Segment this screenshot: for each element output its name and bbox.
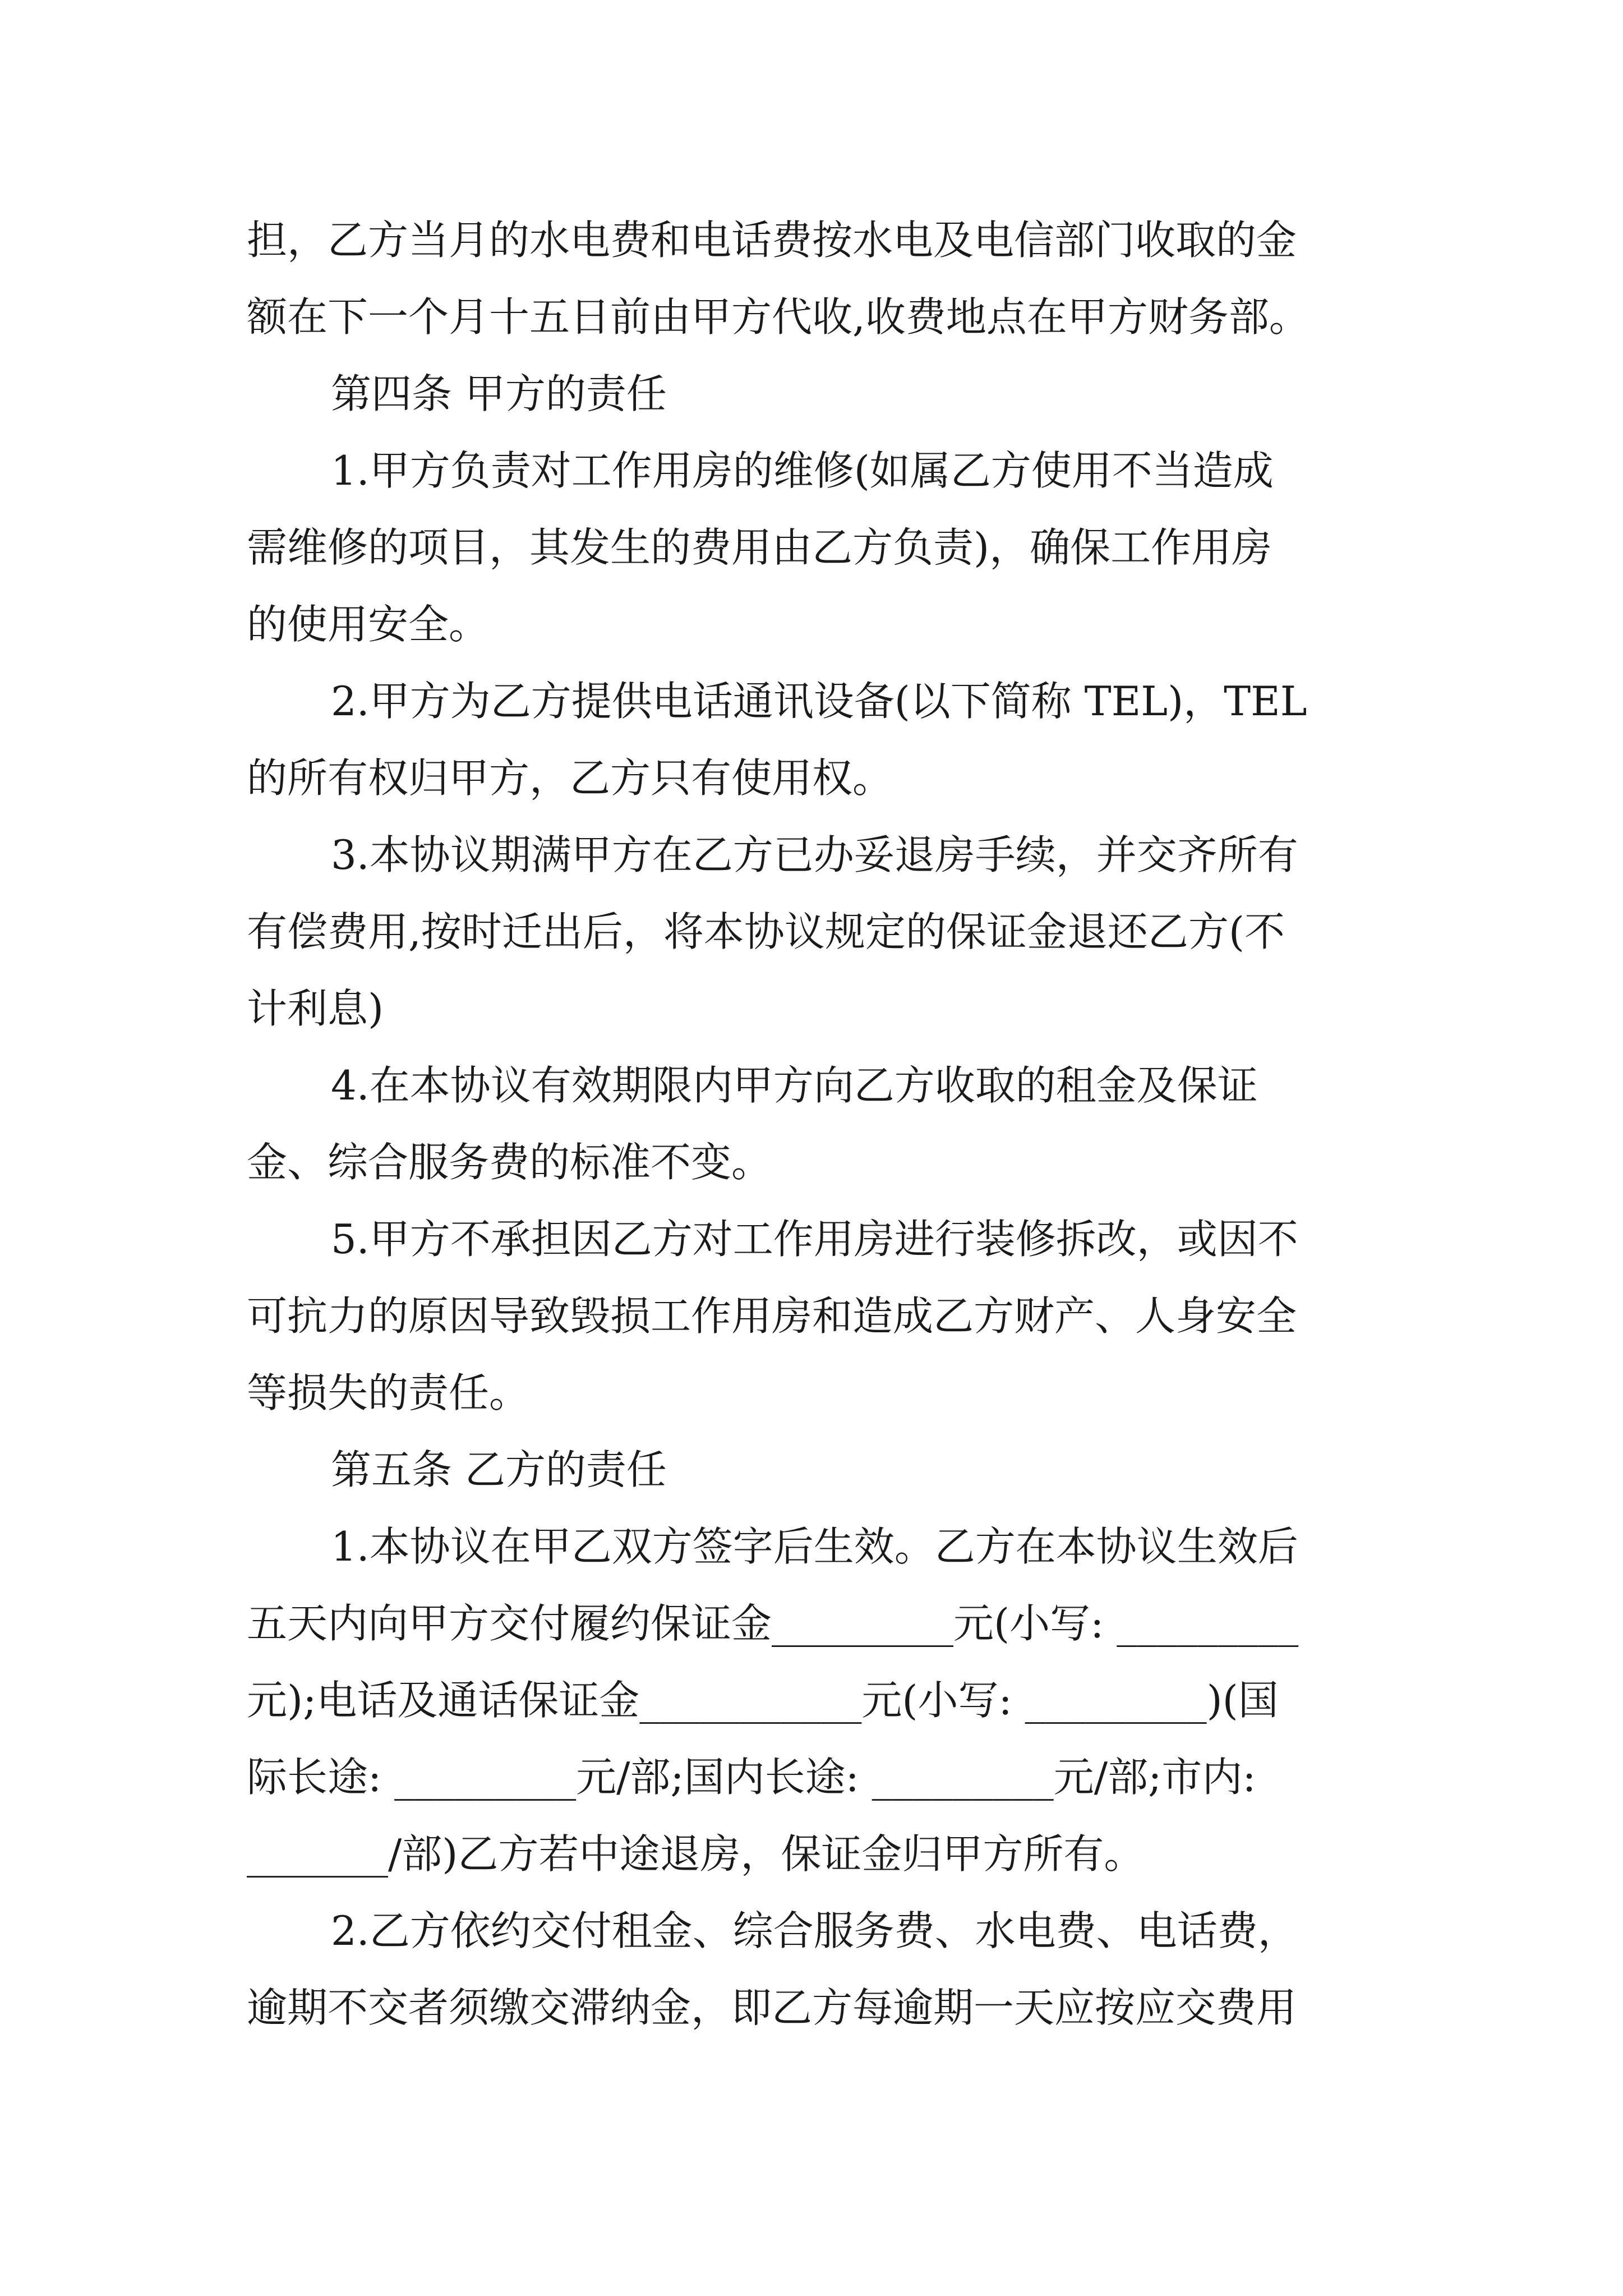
text-line-7: 2.甲方为乙方提供电话通讯设备(以下简称 TEL)，TEL xyxy=(331,678,1307,725)
text-line-2: 额在下一个月十五日前由甲方代收,收费地点在甲方财务部。 xyxy=(247,293,1310,341)
text-line-12: 4.在本协议有效期限内甲方向乙方收取的租金及保证 xyxy=(331,1062,1258,1109)
article-5-heading: 第五条 乙方的责任 xyxy=(331,1446,667,1493)
text-line-20: 元);电话及通话保证金___________元(小写: _________)(国 xyxy=(247,1677,1279,1724)
text-line-22: _______/部)乙方若中途退房，保证金归甲方所有。 xyxy=(247,1830,1145,1878)
text-line-18: 1.本协议在甲乙双方签字后生效。乙方在本协议生效后 xyxy=(331,1523,1298,1570)
text-line-24: 逾期不交者须缴交滞纳金，即乙方每逾期一天应按应交费用 xyxy=(247,1984,1297,2031)
text-line-16: 等损失的责任。 xyxy=(247,1369,530,1416)
text-line-4: 1.甲方负责对工作用房的维修(如属乙方使用不当造成 xyxy=(331,447,1274,494)
text-line-8: 的所有权归甲方，乙方只有使用权。 xyxy=(247,754,893,802)
document-body xyxy=(247,202,1453,2046)
text-line-9: 3.本协议期满甲方在乙方已办妥退房手续，并交齐所有 xyxy=(331,831,1298,878)
text-line-5: 需维修的项目，其发生的费用由乙方负责)，确保工作用房 xyxy=(247,524,1272,571)
text-line-14: 5.甲方不承担因乙方对工作用房进行装修拆改，或因不 xyxy=(331,1216,1298,1263)
article-4-heading: 第四条 甲方的责任 xyxy=(331,370,667,417)
text-line-1: 担，乙方当月的水电费和电话费按水电及电信部门收取的金 xyxy=(247,217,1297,264)
text-line-19: 五天内向甲方交付履约保证金_________元(小写: _________ xyxy=(247,1600,1299,1647)
text-line-21: 际长途: _________元/部;国内长途: _________元/部;市内: xyxy=(247,1754,1256,1801)
text-line-23: 2.乙方依约交付租金、综合服务费、水电费、电话费， xyxy=(331,1907,1298,1954)
text-line-6: 的使用安全。 xyxy=(247,601,490,648)
text-line-15: 可抗力的原因导致毁损工作用房和造成乙方财产、人身安全 xyxy=(247,1292,1297,1340)
text-line-11: 计利息) xyxy=(247,985,384,1032)
text-line-10: 有偿费用,按时迁出后，将本协议规定的保证金退还乙方(不 xyxy=(247,908,1285,955)
text-line-13: 金、综合服务费的标准不变。 xyxy=(247,1139,772,1186)
